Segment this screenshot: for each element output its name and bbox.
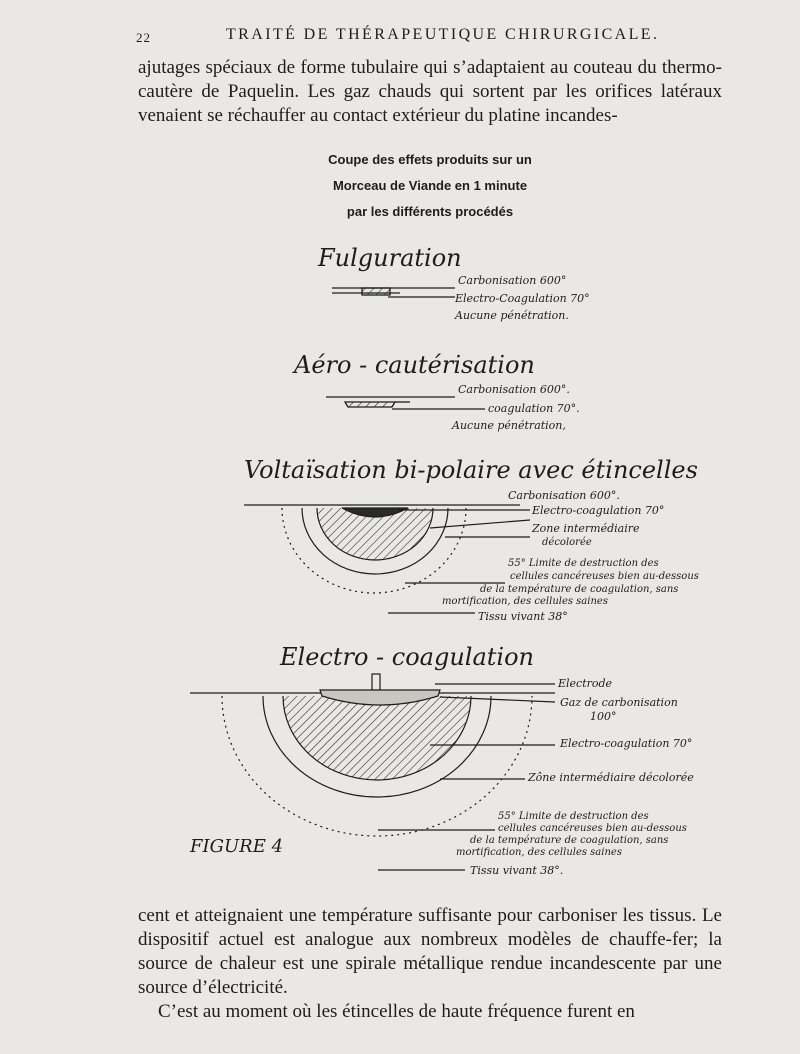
aero-label: coagulation 70°.	[488, 402, 580, 415]
voltaisation-label: cellules cancéreuses bien au-dessous	[510, 571, 699, 582]
electro-label: Electro-coagulation 70°	[560, 737, 693, 750]
electro-label: cellules cancéreuses bien au-dessous	[498, 823, 687, 834]
electro-label: 55° Limite de destruction des	[498, 811, 649, 822]
aero-diagram	[326, 397, 485, 409]
figure-title-line: Morceau de Viande en 1 minute	[332, 178, 528, 193]
electro-label: Gaz de carbonisation	[560, 696, 678, 709]
figure-title-line: par les différents procédés	[346, 204, 514, 219]
fulguration-label: Aucune pénétration.	[455, 309, 569, 322]
paragraph-last: C’est au moment où les étincelles de haute fréquence furent en	[158, 1001, 635, 1022]
fulguration-diagram	[332, 288, 455, 297]
voltaisation-label: décolorée	[542, 537, 592, 548]
paragraph-bottom: cent et atteignaient une température suffisante pour carboniser les tissus. Le dispositif actuel est analogue aux nombreux modèles de chauffe-fer; la source de chaleur est une spirale métallique rendue incandescente par une source d’électricité.	[138, 905, 722, 998]
page-number: 22	[136, 30, 151, 45]
fulguration-heading: Fulguration	[318, 244, 462, 272]
voltaisation-label: mortification, des cellules saines	[442, 596, 608, 607]
voltaisation-label: Electro-coagulation 70°	[532, 504, 665, 517]
voltaisation-heading: Voltaïsation bi-polaire avec étincelles	[244, 456, 698, 484]
aero-label: Aucune pénétration,	[452, 419, 566, 432]
electro-heading: Electro - coagulation	[280, 643, 535, 671]
electro-label: 100°	[590, 710, 617, 723]
fulguration-label: Electro-Coagulation 70°	[455, 292, 590, 305]
electro-label: Electrode	[558, 677, 613, 690]
paragraph-top: ajutages spéciaux de forme tubulaire qui s’adaptaient au couteau du thermo-cautère de Paquelin. Les gaz chauds qui sortent par les orifices latéraux venaient se réchauffer au contact extérieur du platine incandes-	[138, 57, 722, 126]
aero-label: Carbonisation 600°.	[458, 383, 570, 396]
electro-label: mortification, des cellules saines	[456, 847, 622, 858]
fulguration-label: Carbonisation 600°	[458, 274, 567, 287]
electro-label: de la température de coagulation, sans	[470, 835, 669, 846]
electro-label: Zône intermédiaire décolorée	[528, 771, 694, 784]
voltaisation-label: Carbonisation 600°.	[508, 489, 620, 502]
figure-caption: FIGURE 4	[190, 836, 284, 857]
aero-heading: Aéro - cautérisation	[294, 351, 535, 379]
voltaisation-label: Tissu vivant 38°	[478, 610, 568, 623]
electro-label: Tissu vivant 38°.	[470, 864, 564, 877]
figure-title-line: Coupe des effets produits sur un	[328, 152, 532, 167]
voltaisation-label: de la température de coagulation, sans	[480, 584, 679, 595]
voltaisation-label: 55° Limite de destruction des	[508, 558, 659, 569]
running-head: TRAITÉ DE THÉRAPEUTIQUE CHIRURGICALE.	[226, 26, 660, 43]
voltaisation-label: Zone intermédiaire	[532, 522, 640, 535]
